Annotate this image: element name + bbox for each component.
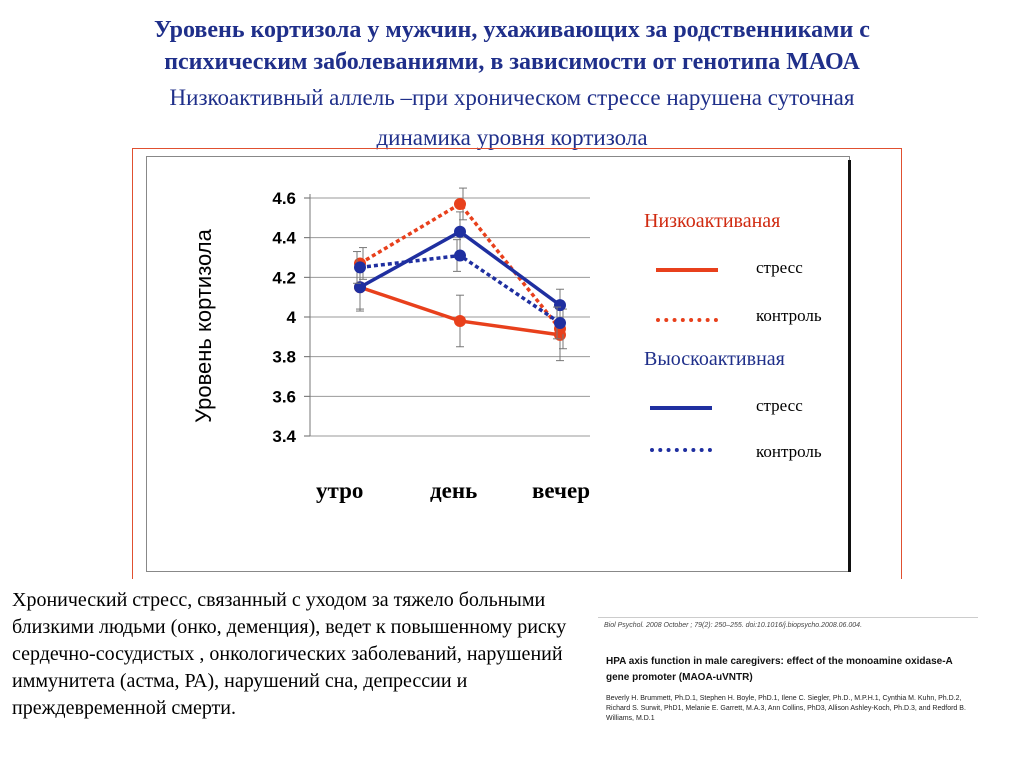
slide-title-line2: психическим заболеваниями, в зависимости от генотипа МАОА bbox=[164, 49, 860, 75]
reference-authors: Beverly H. Brummett, Ph.D.1, Stephen H. Boyle, PhD.1, Ilene C. Siegler, Ph.D., M.P.H.1, Cynthia M. Kuhn, Ph.D.2, Richard S. Surwit, PhD1, Melanie E. Garrett, M.A.3, Ann Collins, PhD3, Allison Ashley-Koch, Ph.D.3, and Redford B. Williams, M.D.1 bbox=[606, 695, 966, 722]
data-point bbox=[454, 315, 466, 327]
legend-low-header: Низкоактиваная bbox=[644, 210, 781, 232]
slide-title-line1: Уровень кортизола у мужчин, ухаживающих за родственниками с bbox=[154, 17, 870, 43]
y-tick-label: 4.4 bbox=[272, 228, 296, 248]
body-paragraph: Хронический стресс, связанный с уходом за тяжело больными близкими людьми (онко, деменция), ведет к повышенному риску сердечно-сосудистых , онкологических заболеваний, нарушений иммунитета (астма, РА), нарушений сна, депрессии и преждевременной смерти. bbox=[12, 589, 567, 719]
data-point bbox=[454, 198, 466, 210]
reference-journal: Biol Psychol. 2008 October ; 79(2): 250–255. doi:10.1016/j.biopsycho.2008.06.004. bbox=[604, 622, 863, 629]
data-point bbox=[354, 261, 366, 273]
data-point bbox=[554, 317, 566, 329]
y-tick-label: 3.4 bbox=[272, 427, 296, 446]
x-category-evening: вечер bbox=[532, 478, 591, 503]
data-point bbox=[554, 299, 566, 311]
slide-title bbox=[0, 14, 1024, 78]
y-tick-label: 4.2 bbox=[272, 268, 296, 288]
legend-line-low-stress bbox=[656, 268, 718, 272]
y-tick-label: 4 bbox=[286, 308, 296, 327]
legend-label-high-stress: стресс bbox=[756, 396, 803, 415]
data-point bbox=[454, 250, 466, 262]
data-point bbox=[454, 226, 466, 238]
y-tick-label: 3.6 bbox=[272, 387, 296, 407]
chart-y-axis-label: Уровень кортизола bbox=[191, 229, 216, 423]
slide-subtitle-line1: Низкоактивный аллель –при хроническом стрессе нарушена суточная bbox=[169, 85, 855, 110]
x-category-day: день bbox=[430, 478, 478, 503]
slide-subtitle-line2: динамика уровня кортизола bbox=[376, 125, 648, 150]
reference-snippet bbox=[598, 617, 978, 738]
legend-line-high-stress bbox=[650, 406, 712, 410]
legend-label-low-control: контроль bbox=[756, 306, 822, 325]
x-category-morning: утро bbox=[316, 478, 364, 503]
legend-high-header: Выоскоактивная bbox=[644, 348, 785, 370]
y-tick-label: 3.8 bbox=[272, 347, 296, 367]
legend-line-low-control bbox=[656, 318, 718, 322]
legend-line-high-control bbox=[650, 448, 712, 452]
legend-label-high-control: контроль bbox=[756, 442, 822, 461]
legend-label-low-stress: стресс bbox=[756, 258, 803, 277]
reference-heading: HPA axis function in male caregivers: effect of the monoamine oxidase-A gene promoter (MAOA-uVNTR) bbox=[606, 656, 953, 683]
y-tick-label: 4.6 bbox=[272, 189, 296, 208]
cortisol-chart bbox=[150, 170, 630, 470]
chart-divider bbox=[848, 160, 851, 572]
